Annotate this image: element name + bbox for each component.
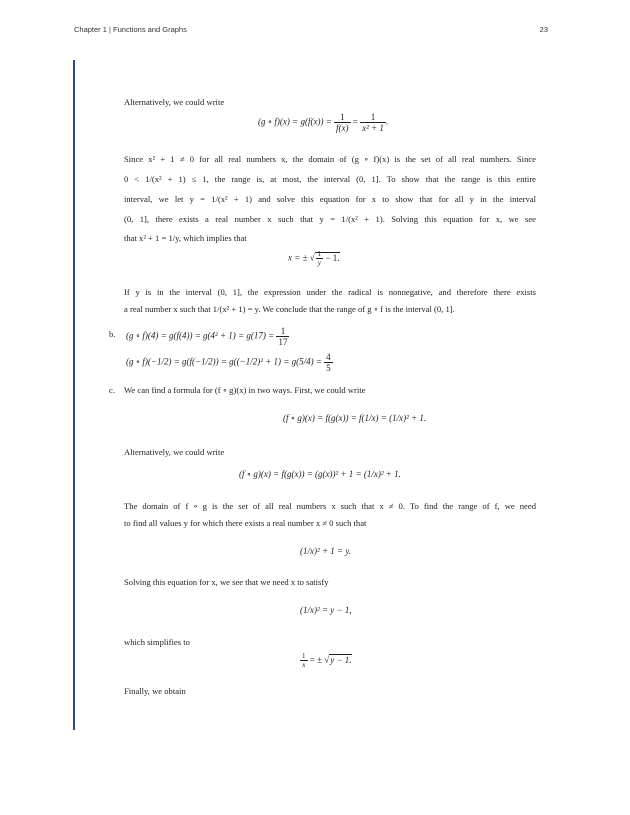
eq2-radicand: $\frac{1}{y}$ − 1. <box>315 252 340 263</box>
paragraph-range-line-2: a real number x such that 1/(x² + 1) = y. We conclude that the range of g ∘ f is the interval (0, 1]. <box>124 304 455 314</box>
c1-expression: (f ∘ g)(x) = f(g(x)) = f(1/x) = (1/x)² + 1. <box>283 413 427 423</box>
page-number: 23 <box>539 25 548 34</box>
c5-fraction: $\frac{1}{x}$ <box>302 652 306 669</box>
paragraph-c-alternatively: Alternatively, we could write <box>124 447 225 457</box>
margin-rule <box>73 60 75 730</box>
paragraph-c-finally: Finally, we obtain <box>124 686 186 696</box>
equation-c-line-5 <box>300 652 352 669</box>
eq2-lhs: x = ± <box>288 252 308 263</box>
paragraph-range-line-1: If y is in the interval (0, 1], the expression under the radical is nonnegative, and therefore there exists <box>124 287 536 297</box>
equation-gof-composition <box>258 112 388 133</box>
radical-sign: √ <box>324 654 330 665</box>
paragraph-c-domain-line-2: to find all values y for which there exists a real number x ≠ 0 such that <box>124 518 367 528</box>
paragraph-domain-line-3: interval, we let y = 1/(x² + 1) and solve this equation for x to show that for all y in the interval <box>124 194 536 204</box>
paragraph-c-solving: Solving this equation for x, we see that we need x to satisfy <box>124 577 329 587</box>
c5-radicand: y − 1. <box>330 654 352 665</box>
b2-lhs: (g ∘ f)(−1/2) = g(f(−1/2)) = g((−1/2)² + 1) = g(5/4) = <box>126 356 322 367</box>
c5-equals-pm: = ± <box>309 654 323 665</box>
paragraph-alternatively: Alternatively, we could write <box>124 97 225 107</box>
paragraph-c-intro: We can find a formula for (f ∘ g)(x) in two ways. First, we could write <box>124 385 366 395</box>
paragraph-c-domain-line-1: The domain of f ∘ g is the set of all real numbers x such that x ≠ 0. To find the range of f, we need <box>124 501 536 511</box>
paragraph-domain-line-2: 0 < 1/(x² + 1) ≤ 1, the range is, at most, the interval (0, 1]. To show that the range is this entire <box>124 174 536 184</box>
part-b-label: b. <box>109 329 116 339</box>
equation-c-line-1 <box>283 412 426 424</box>
b2-fraction: $\frac{4}{5}$ <box>326 352 331 373</box>
equation-c-line-2 <box>239 468 401 480</box>
running-header-chapter: Chapter 1 | Functions and Graphs <box>74 25 187 34</box>
paragraph-domain-line-5: that x² + 1 = 1/y, which implies that <box>124 233 247 243</box>
eq1-fraction-1: $\frac{1}{f(x)}$ <box>336 112 349 133</box>
equation-c-line-4 <box>300 604 352 616</box>
equation-b-line-2 <box>126 352 333 373</box>
paragraph-c-simplifies: which simplifies to <box>124 637 190 647</box>
equation-x-solution <box>288 250 340 267</box>
eq1-period: . <box>385 116 389 127</box>
radical-sign: √ <box>309 252 315 263</box>
eq1-equals: = <box>352 116 358 127</box>
eq1-fraction-2: $\frac{1}{\text{x² + 1}}$ <box>362 112 384 133</box>
c4-expression: (1/x)² = y − 1, <box>300 605 352 615</box>
eq1-lhs: (g ∘ f)(x) = g(f(x)) = <box>258 116 332 127</box>
equation-b-line-1 <box>126 326 289 347</box>
paragraph-domain-line-1: Since x² + 1 ≠ 0 for all real numbers x, the domain of (g ∘ f)(x) is the set of all real numbers. Since <box>124 154 536 164</box>
c3-expression: (1/x)² + 1 = y. <box>300 546 352 556</box>
part-c-label: c. <box>109 385 115 395</box>
b1-fraction: $\frac{1}{17}$ <box>278 326 288 347</box>
b1-lhs: (g ∘ f)(4) = g(f(4)) = g(4² + 1) = g(17) = <box>126 330 275 341</box>
equation-c-line-3 <box>300 545 351 557</box>
paragraph-domain-line-4: (0, 1], there exists a real number x such that y = 1/(x² + 1). Solving this equation for x, we see <box>124 214 536 224</box>
c2-expression: (f ∘ g)(x) = f(g(x)) = (g(x))² + 1 = (1/x)² + 1. <box>239 469 401 479</box>
